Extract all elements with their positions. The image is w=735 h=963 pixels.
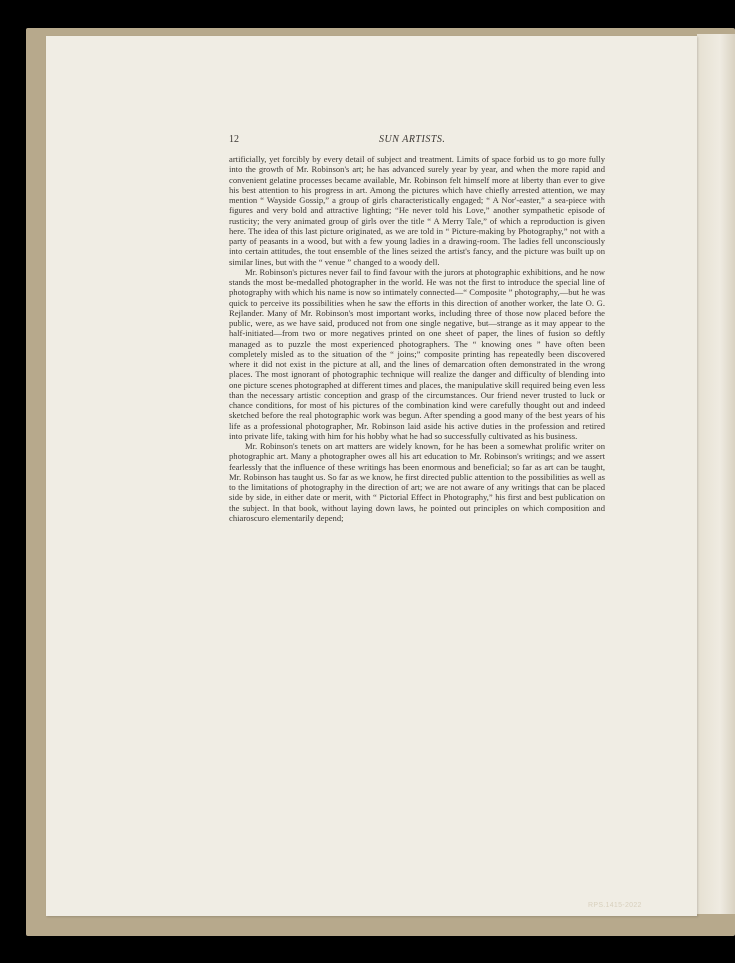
accession-number: RPS.1415-2022 — [588, 902, 642, 909]
paragraph: artificially, yet forcibly by every detail of subject and treatment. Limits of space forbid us to go more fully into the growth of Mr. Robinson's art; he has advanced surely year by year, and when the more rapid and convenient gelatine processes became available, Mr. Robinson felt himself more at liberty than ever to give his best attention to his progress in art. Among the pictures which have chiefly arrested attention, we may mention “ Wayside Gossip,” a group of girls characteristically engaged; “ A Nor'-easter,” a sea-piece with figures and very bold and attractive lighting; “He never told his Love,” another sympathetic episode of rusticity; the very animated group of girls over the title “ A Merry Tale,” of which a reproduction is given here. The idea of this last picture originated, as we are told in “ Picture-making by Photography,” not with a party of peasants in a wood, but with a few young ladies in a drawing-room. The ladies fell unconsciously into certain attitudes, the tout ensemble of the lines seized the artist's fancy, and the picture was built up on similar lines, but with the “ venue ” changed to a woody dell. — [229, 154, 605, 267]
page-number: 12 — [229, 134, 239, 145]
body-text — [229, 154, 605, 523]
page-header — [229, 134, 529, 148]
facing-page-edge — [697, 34, 735, 914]
paragraph: Mr. Robinson's tenets on art matters are widely known, for he has been a somewhat prolific writer on photographic art. Many a photographer owes all his art education to Mr. Robinson's writings; and we assert fearlessly that the influence of these writings has been enormous and beneficial; so far as art can be taught, Mr. Robinson has taught us. So far as we know, he first directed public attention to the possibilities as well as to the limitations of photography in the direction of art; we are not aware of any writings that can be placed side by side, in either date or merit, with “ Pictorial Effect in Photography,” his first and best publication on the subject. In that book, without laying down laws, he pointed out principles on which composition and chiaroscuro elementarily depend; — [229, 441, 605, 523]
running-title: SUN ARTISTS. — [379, 134, 446, 145]
paragraph: Mr. Robinson's pictures never fail to find favour with the jurors at photographic exhibitions, and he now stands the most be-medalled photographer in the world. He was not the first to introduce the special line of photography with which his name is now so intimately connected—“ Composite ” photography,—but he was quick to perceive its possibilities when he saw the efforts in this direction of another worker, the late O. G. Rejlander. Many of Mr. Robinson's most important works, including three of those now placed before the public, were, as we have said, produced not from one single negative, but—strange as it may appear to the half-initiated—from two or more negatives printed on one sheet of paper, the lines of fusion so deftly managed as to puzzle the most experienced photographers. The “ knowing ones ” have often been completely misled as to the situation of the “ joins;” composite printing has repeatedly been discovered where it did not exist in the picture at all, and the lines of demarcation often demonstrated in the wrong places. The most ignorant of photographic technique will realize the danger and difficulty of blending into one picture scenes photographed at different times and places, the manipulative skill required being even less than the necessary artistic conception and grasp of the circumstances. Our friend never trusted to luck or chance conditions, for most of his pictures of the combination kind were carefully thought out and indeed sketched before the real photographic work was begun. After spending a good many of the best years of his life as a professional photographer, Mr. Robinson laid aside his active duties in the profession and retired into private life, taking with him for his hobby what he had so successfully cultivated as his business. — [229, 266, 605, 441]
